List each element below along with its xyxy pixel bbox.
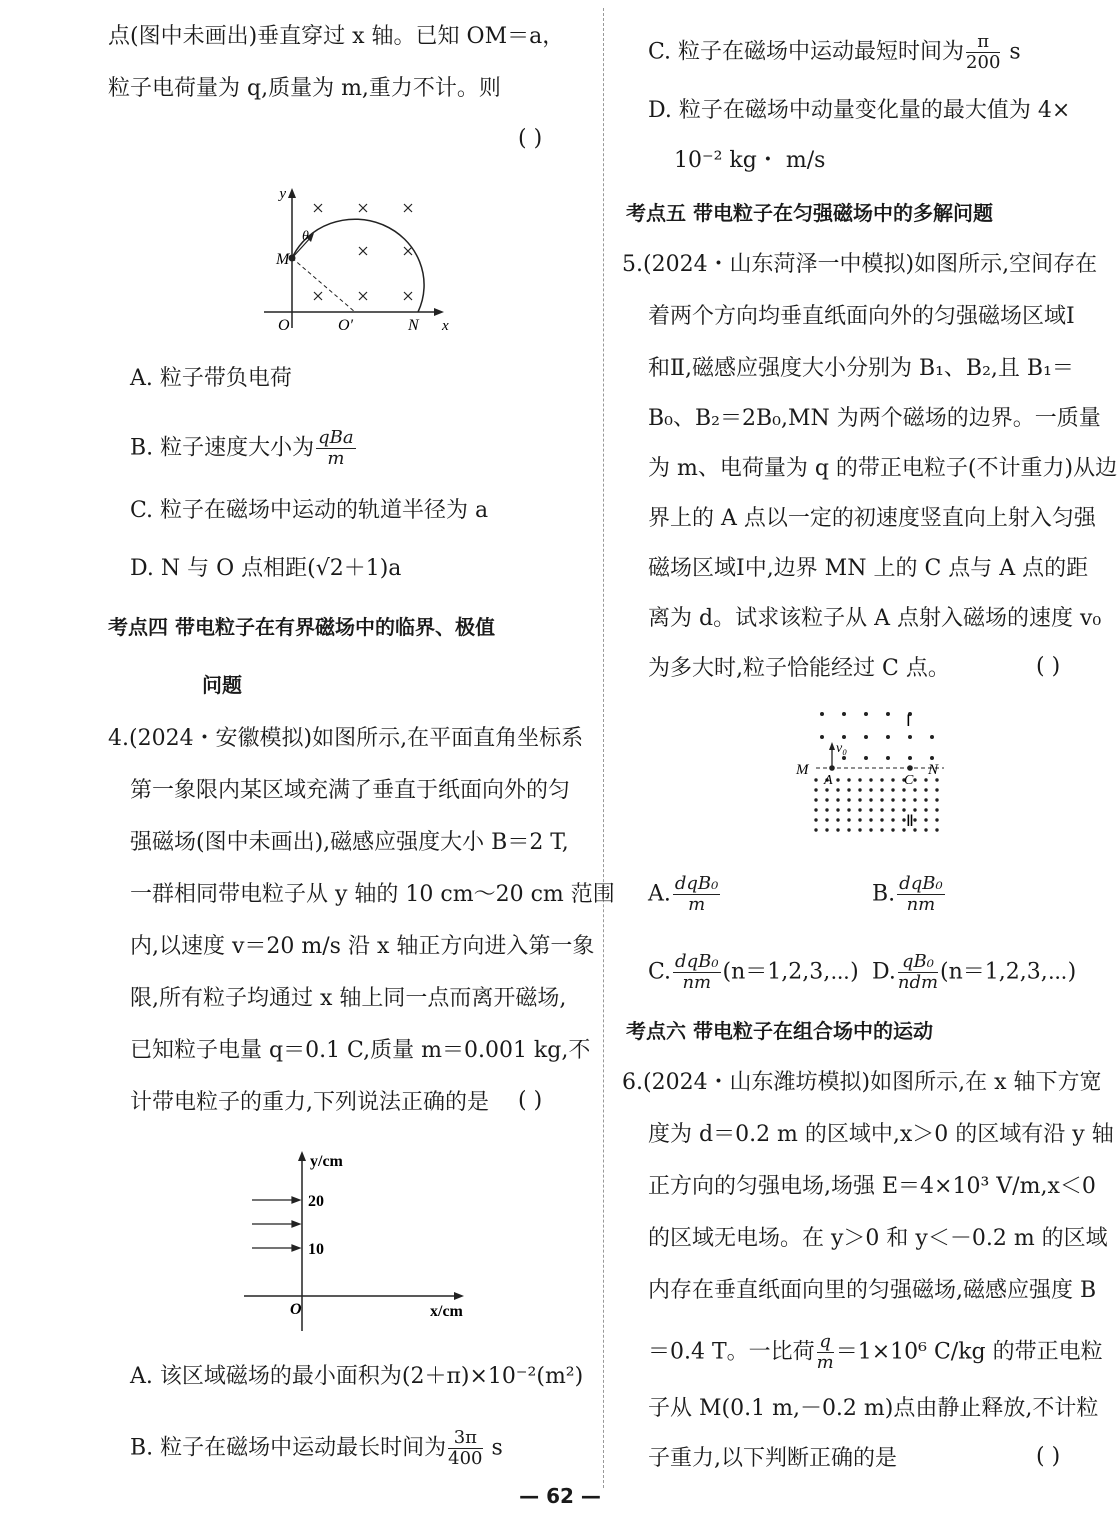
q4-line-1: 4.(2024・安徽模拟)如图所示,在平面直角坐标系 xyxy=(108,726,584,751)
field-dot xyxy=(902,808,905,811)
fig1-y-label: y xyxy=(279,186,286,202)
field-dot xyxy=(924,828,927,831)
q3-line-2: 粒子电荷量为 q,质量为 m,重力不计。则 xyxy=(108,76,501,101)
section5-title: 考点五 带电粒子在匀强磁场中的多解问题 xyxy=(626,201,993,225)
page-number-value: 62 xyxy=(546,1484,574,1508)
field-dot xyxy=(869,788,872,791)
q3-option-c: C. 粒子在磁场中运动的轨道半径为 a xyxy=(130,498,489,523)
q5-line-6: 界上的 A 点以一定的初速度竖直向上射入匀强 xyxy=(648,506,1096,531)
field-dot xyxy=(880,798,883,801)
q6-line-6-fraction: $\frac{q}{m}$ xyxy=(816,1331,834,1373)
field-dot xyxy=(814,828,817,831)
field-dot xyxy=(935,788,938,791)
field-dot xyxy=(814,808,817,811)
q4-option-d-line1: D. 粒子在磁场中动量变化量的最大值为 4× xyxy=(648,98,1071,123)
field-dot xyxy=(836,798,839,801)
field-dot xyxy=(913,788,916,791)
q5-option-a-fraction: $\frac{\text{dqB₀}}{m}$ xyxy=(674,873,719,915)
q6-line-1: 6.(2024・山东潍坊模拟)如图所示,在 x 轴下方宽 xyxy=(622,1070,1102,1095)
q6-answer-bracket: ( ) xyxy=(1036,1444,1061,1469)
q4-option-c-text: C. 粒子在磁场中运动最短时间为 xyxy=(648,39,965,65)
field-dot xyxy=(814,778,817,781)
fig2-tick-20: 20 xyxy=(308,1193,324,1210)
field-dot xyxy=(880,788,883,791)
fig1-x-label: x xyxy=(442,318,449,334)
q5-line-9: 为多大时,粒子恰能经过 C 点。 xyxy=(648,656,950,681)
q4-line-5: 内,以速度 v＝20 m/s 沿 x 轴正方向进入第一象 xyxy=(130,934,595,959)
cross-marks xyxy=(314,204,412,300)
fig3-label-I: Ⅰ xyxy=(906,713,911,730)
q6-line-5: 内存在垂直纸面向里的匀强磁场,磁感应强度 B xyxy=(648,1278,1097,1303)
q5-line-2: 着两个方向均垂直纸面向外的匀强磁场区域Ⅰ xyxy=(648,304,1075,329)
field-dot xyxy=(847,788,850,791)
q4-line-2: 第一象限内某区域充满了垂直于纸面向外的匀 xyxy=(130,778,571,803)
q6-line-4: 的区域无电场。在 y＞0 和 y＜－0.2 m 的区域 xyxy=(648,1226,1108,1251)
q6-line-8: 子重力,以下判断正确的是 xyxy=(648,1446,897,1471)
field-dot xyxy=(891,818,894,821)
q5-option-c-fraction: $\frac{\text{dqB₀}}{nm}$ xyxy=(675,951,719,993)
fig2-origin-label: O xyxy=(290,1301,302,1318)
field-dot xyxy=(924,798,927,801)
field-dot xyxy=(847,808,850,811)
field-dot xyxy=(836,828,839,831)
incoming-particle-arrows xyxy=(252,1197,300,1251)
q5-option-c-suffix: (n＝1,2,3,⋯) xyxy=(722,959,859,985)
q4-option-b-text: B. 粒子在磁场中运动最长时间为 xyxy=(130,1435,447,1461)
q4-line-8: 计带电粒子的重力,下列说法正确的是 xyxy=(130,1090,489,1115)
section4-title-cont: 问题 xyxy=(202,673,242,697)
q5-option-a-label: A. xyxy=(648,881,671,907)
field-dot xyxy=(825,818,828,821)
field-dot xyxy=(836,778,839,781)
field-dot xyxy=(891,828,894,831)
q3-option-b-fraction: $\frac{\text{qBa}}{m}$ xyxy=(318,427,354,469)
q5-line-8: 离为 d。试求该粒子从 A 点射入磁场的速度 v₀ xyxy=(648,606,1102,631)
q4-option-c xyxy=(648,32,1021,73)
field-dot xyxy=(825,788,828,791)
q5-option-d xyxy=(872,952,1076,993)
field-dot xyxy=(869,798,872,801)
q4-line-4: 一群相同带电粒子从 y 轴的 10 cm～20 cm 范围 xyxy=(130,882,615,907)
field-dot xyxy=(825,828,828,831)
q5-option-b-label: B. xyxy=(872,881,896,907)
field-dot xyxy=(836,818,839,821)
q4-option-a: A. 该区域磁场的最小面积为(2＋π)×10⁻²(m²) xyxy=(130,1364,584,1389)
fig3-label-A: A xyxy=(824,773,833,788)
field-dot xyxy=(935,808,938,811)
fig3-label-v0: v₀ xyxy=(836,741,848,756)
field-dot xyxy=(836,788,839,791)
q5-option-c xyxy=(648,952,859,993)
column-divider xyxy=(603,8,604,1488)
field-dot xyxy=(858,788,861,791)
q4-option-d-line2: 10⁻² kg・ m/s xyxy=(674,148,826,173)
q3-option-d: D. N 与 O 点相距(√2＋1)a xyxy=(130,556,402,581)
fig3-label-M: M xyxy=(796,762,809,778)
fig1-M-label: M xyxy=(276,251,290,268)
fig1-O1-label: O′ xyxy=(338,317,354,334)
q3-line-1: 点(图中未画出)垂直穿过 x 轴。已知 OM＝a， xyxy=(108,24,565,49)
q4-option-c-fraction: $\frac{\pi}{200}$ xyxy=(966,31,1001,73)
fig3-label-N: N xyxy=(928,762,939,778)
q3-option-a: A. 粒子带负电荷 xyxy=(130,366,292,391)
field-dot xyxy=(880,778,883,781)
field-dot xyxy=(858,798,861,801)
q5-line-4: B₀、B₂＝2B₀,MN 为两个磁场的边界。一质量 xyxy=(648,406,1101,431)
field-dot xyxy=(869,818,872,821)
field-dot xyxy=(814,798,817,801)
q5-line-1: 5.(2024・山东菏泽一中模拟)如图所示,空间存在 xyxy=(622,252,1098,277)
field-dot xyxy=(924,778,927,781)
q5-line-7: 磁场区域Ⅰ中,边界 MN 上的 C 点与 A 点的距 xyxy=(648,556,1089,581)
q3-option-b xyxy=(130,428,358,469)
field-dot xyxy=(847,818,850,821)
field-dot xyxy=(913,808,916,811)
page-number: — 62 — xyxy=(519,1484,601,1508)
field-dot xyxy=(924,808,927,811)
q4-answer-bracket: ( ) xyxy=(518,1088,543,1113)
fig1-O-label: O xyxy=(278,317,290,334)
field-dot xyxy=(924,818,927,821)
fig2-x-label: x/cm xyxy=(430,1303,463,1320)
q3-option-b-text: B. 粒子速度大小为 xyxy=(130,435,315,461)
q4-line-3: 强磁场(图中未画出),磁感应强度大小 B＝2 T, xyxy=(130,830,569,855)
q4-option-b-fraction: $\frac{3\pi}{400}$ xyxy=(448,1427,483,1469)
fig3-label-II: Ⅱ xyxy=(906,813,914,830)
field-dot xyxy=(891,788,894,791)
field-dot xyxy=(935,778,938,781)
q5-option-d-fraction: $\frac{\text{qB₀}}{\text{ndm}}$ xyxy=(897,951,939,993)
field-dot xyxy=(858,828,861,831)
region-II-dots xyxy=(814,778,938,831)
field-dot xyxy=(935,818,938,821)
field-dot xyxy=(902,788,905,791)
field-dot xyxy=(869,778,872,781)
q4-option-c-unit: s xyxy=(1009,39,1021,65)
q6-line-6 xyxy=(648,1332,1103,1373)
field-dot xyxy=(858,778,861,781)
q5-option-d-suffix: (n＝1,2,3,⋯) xyxy=(940,959,1077,985)
field-dot xyxy=(847,828,850,831)
q5-answer-bracket: ( ) xyxy=(1036,654,1061,679)
fig2-tick-10: 10 xyxy=(308,1241,324,1258)
q5-line-5: 为 m、电荷量为 q 的带正电粒子(不计重力)从边 xyxy=(648,456,1118,481)
q4-option-b xyxy=(130,1428,503,1469)
field-dot xyxy=(825,798,828,801)
q6-line-2: 度为 d＝0.2 m 的区域中,x＞0 的区域有沿 y 轴 xyxy=(648,1122,1114,1147)
field-dot xyxy=(869,828,872,831)
section4-title: 考点四 带电粒子在有界磁场中的临界、极值 xyxy=(108,615,495,639)
field-dot xyxy=(891,808,894,811)
q5-option-b-fraction: $\frac{\text{dqB₀}}{nm}$ xyxy=(899,873,943,915)
field-dot xyxy=(814,788,817,791)
field-dot xyxy=(891,778,894,781)
q4-line-7: 已知粒子电量 q＝0.1 C,质量 m＝0.001 kg,不 xyxy=(130,1038,591,1063)
figure-two-field-regions xyxy=(794,704,954,838)
field-dot xyxy=(847,798,850,801)
q5-line-3: 和Ⅱ,磁感应强度大小分别为 B₁、B₂,且 B₁＝ xyxy=(648,356,1074,381)
q6-line-6-suffix: ＝1×10⁶ C/kg 的带正电粒 xyxy=(835,1339,1103,1365)
field-dot xyxy=(913,778,916,781)
field-dot xyxy=(858,818,861,821)
field-dot xyxy=(814,818,817,821)
fig1-N-label: N xyxy=(408,317,419,334)
field-dot xyxy=(858,808,861,811)
fig1-theta-label: θ xyxy=(302,229,309,244)
field-dot xyxy=(847,778,850,781)
q5-option-d-label: D. xyxy=(872,959,896,985)
field-dot xyxy=(891,798,894,801)
field-dot xyxy=(902,798,905,801)
field-dot xyxy=(935,798,938,801)
figure-semicircle-orbit xyxy=(258,180,558,340)
field-dot xyxy=(935,828,938,831)
q6-line-3: 正方向的匀强电场,场强 E＝4×10³ V/m,x＜0 xyxy=(648,1174,1096,1199)
fig2-y-label: y/cm xyxy=(310,1153,343,1170)
q4-line-6: 限,所有粒子均通过 x 轴上同一点而离开磁场, xyxy=(130,986,567,1011)
field-dot xyxy=(880,808,883,811)
field-dot xyxy=(880,818,883,821)
section6-title: 考点六 带电粒子在组合场中的运动 xyxy=(626,1019,933,1043)
q5-option-c-label: C. xyxy=(648,959,672,985)
q6-line-7: 子从 M(0.1 m,－0.2 m)点由静止释放,不计粒 xyxy=(648,1396,1099,1421)
q4-option-b-unit: s xyxy=(491,1435,503,1461)
field-dot xyxy=(869,808,872,811)
field-dot xyxy=(913,798,916,801)
field-dot xyxy=(836,808,839,811)
field-dot xyxy=(880,828,883,831)
q5-option-a xyxy=(648,874,722,915)
field-dot xyxy=(924,788,927,791)
figure-particle-beam xyxy=(238,1146,498,1336)
fig3-label-C: C xyxy=(904,773,914,788)
q5-option-b xyxy=(872,874,947,915)
field-dot xyxy=(825,808,828,811)
q3-answer-bracket: ( ) xyxy=(518,126,543,151)
q6-line-6-prefix: ＝0.4 T。一比荷 xyxy=(648,1339,815,1365)
